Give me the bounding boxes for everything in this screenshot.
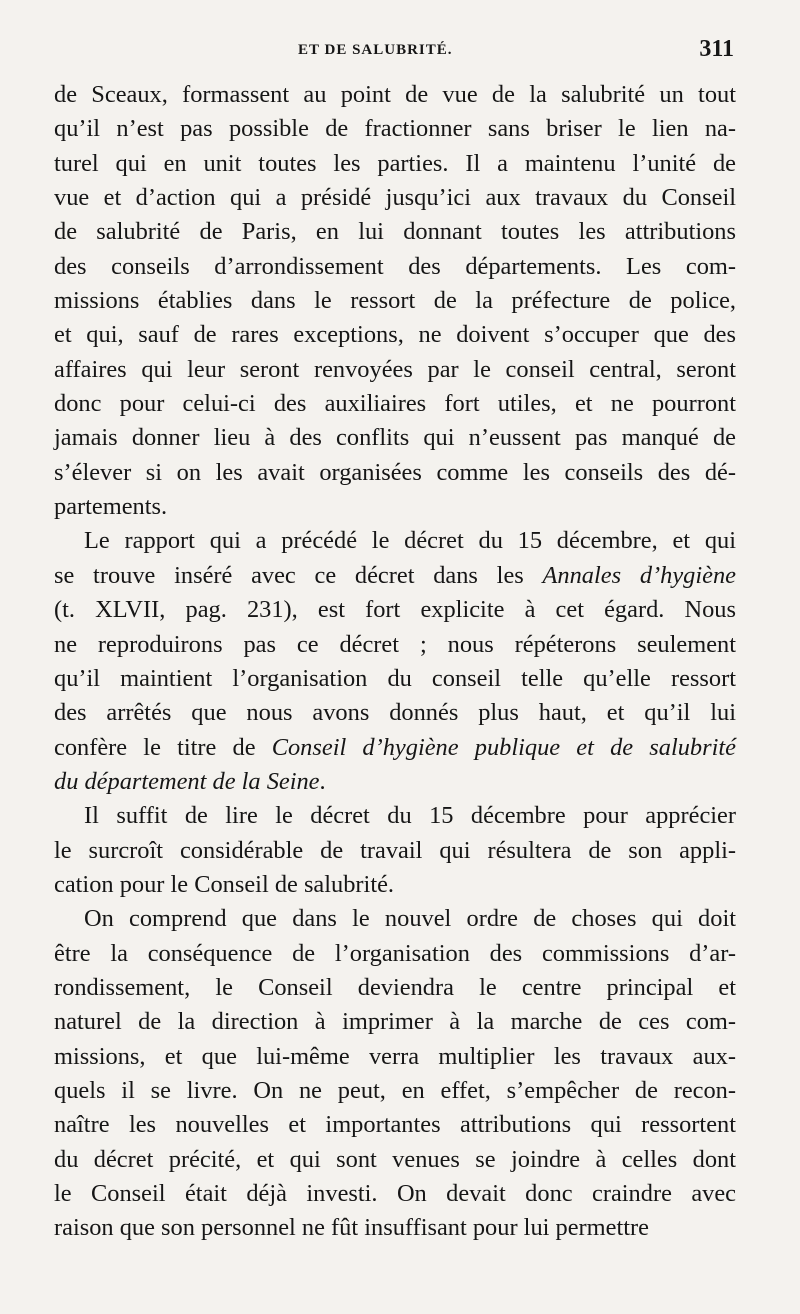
journal-title: Annales d’hygiène — [542, 561, 736, 589]
text-line: missions, et que lui-même verra multiplier les travaux aux- — [54, 1042, 736, 1070]
text-line: s’élever si on les avait organisées comme les conseils des dé- — [54, 458, 736, 486]
text-line: de Sceaux, formassent au point de vue de la salubrité un tout — [54, 81, 736, 108]
text-line: quels il se livre. On ne peut, en effet, s’empêcher de recon- — [54, 1076, 736, 1104]
paragraph-4 — [54, 902, 736, 1245]
text-run: se trouve inséré avec ce décret dans les — [54, 561, 543, 589]
text-line: donc pour celui-ci des auxiliaires fort utiles, et ne pourront — [54, 390, 736, 418]
text-line: qu’il maintient l’organisation du conseil telle qu’elle ressort — [54, 664, 736, 692]
text-line — [54, 765, 736, 799]
text-run: confère le titre de — [54, 733, 272, 761]
text-line: des arrêtés que nous avons donnés plus haut, et qu’il lui — [54, 699, 736, 727]
council-title: Conseil d’hygiène publique et de salubrité — [271, 733, 736, 761]
text-line: partements. — [54, 493, 168, 521]
text-line: naturel de la direction à imprimer à la marche de ces com- — [54, 1008, 736, 1036]
text-line: jamais donner lieu à des conflits qui n’eussent pas manqué de — [54, 424, 736, 452]
page-number: 311 — [699, 36, 734, 62]
text-line: On comprend que dans le nouvel ordre de choses qui doit — [84, 905, 736, 933]
running-header — [0, 36, 800, 72]
text-line: qu’il n’est pas possible de fractionner sans briser le lien na- — [54, 115, 736, 143]
text-line: être la conséquence de l’organisation des commissions d’ar- — [54, 939, 736, 967]
text-line — [54, 559, 736, 593]
text-line: naître les nouvelles et importantes attributions qui ressortent — [54, 1111, 736, 1139]
text-line: turel qui en unit toutes les parties. Il a maintenu l’unité de — [54, 149, 736, 177]
text-line — [54, 731, 736, 765]
text-line: rondissement, le Conseil deviendra le centre principal et — [54, 973, 736, 1001]
paragraph-3 — [54, 799, 736, 902]
text-line: affaires qui leur seront renvoyées par le conseil central, seront — [54, 355, 736, 383]
paragraph-2 — [54, 524, 736, 799]
text-line: ne reproduirons pas ce décret ; nous répéterons seulement — [54, 630, 736, 658]
text-line: et qui, sauf de rares exceptions, ne doivent s’occuper que des — [54, 321, 736, 349]
text-line: Le rapport qui a précédé le décret du 15 décembre, et qui — [84, 527, 736, 555]
text-line: (t. XLVII, pag. 231), est fort explicite à cet égard. Nous — [54, 596, 736, 624]
body-text — [54, 78, 736, 1246]
paragraph-1 — [54, 78, 736, 524]
text-line: Il suffit de lire le décret du 15 décembre pour apprécier — [84, 802, 736, 830]
text-line: de salubrité de Paris, en lui donnant toutes les attributions — [54, 218, 736, 246]
text-line: du décret précité, et qui sont venues se joindre à celles dont — [54, 1145, 736, 1173]
running-title: ET DE SALUBRITÉ. — [298, 42, 453, 58]
text-run: . — [319, 767, 326, 795]
text-line: vue et d’action qui a présidé jusqu’ici aux travaux du Conseil — [54, 184, 736, 212]
text-line: raison que son personnel ne fût insuffisant pour lui permettre — [54, 1214, 649, 1242]
text-line: le Conseil était déjà investi. On devait donc craindre avec — [54, 1180, 736, 1207]
text-line: des conseils d’arrondissement des départements. Les com- — [54, 252, 736, 280]
council-title-cont: du département de la Seine — [54, 767, 320, 795]
text-line: missions établies dans le ressort de la préfecture de police, — [54, 287, 736, 315]
text-line: le surcroît considérable de travail qui résultera de son appli- — [54, 836, 736, 864]
text-line: cation pour le Conseil de salubrité. — [54, 870, 395, 898]
